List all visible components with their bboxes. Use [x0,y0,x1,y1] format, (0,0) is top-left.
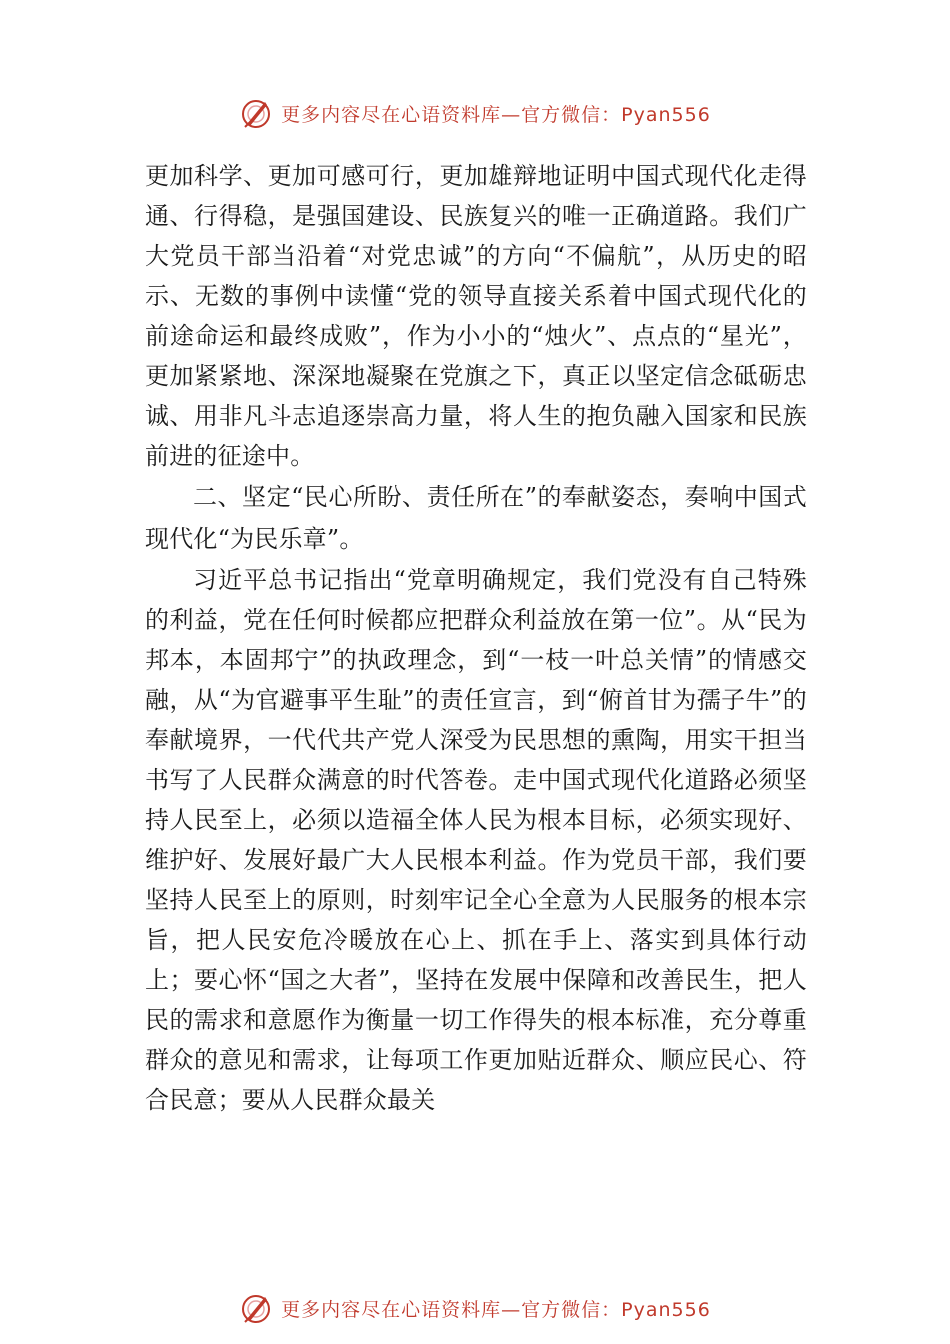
document-body [145,156,807,1120]
section-heading-2: 二、坚定“民心所盼、责任所在”的奉献姿态，奏响中国式现代化“为民乐章”。 [145,483,807,553]
quill-seal-icon [239,96,273,130]
quill-seal-icon [239,1291,273,1325]
watermark-text: 更多内容尽在心语资料库—官方微信：Pyan556 [281,103,711,126]
paragraph-1: 更加科学、更加可感可行，更加雄辩地证明中国式现代化走得通、行得稳，是强国建设、民族复兴的唯一正确道路。我们广大党员干部当沿着“对党忠诚”的方向“不偏航”，从历史的昭示、无数的事例中读懂“党的领导直接关系着中国式现代化的前途命运和最终成败”，作为小小的“烛火”、点点的“星光”，更加紧紧地、深深地凝聚在党旗之下，真正以坚定信念砥砺忠诚、用非凡斗志追逐崇高力量，将人生的抱负融入国家和民族前进的征途中。 [145,162,807,470]
watermark-wechat-id: Pyan556 [621,103,711,126]
footer-watermark [0,1288,950,1328]
paragraph-3: 习近平总书记指出“党章明确规定，我们党没有自己特殊的利益，党在任何时候都应把群众利益放在第一位”。从“民为邦本，本固邦宁”的执政理念，到“一枝一叶总关情”的情感交融，从“为官避事平生耻”的责任宣言，到“俯首甘为孺子牛”的奉献境界，一代代共产党人深受为民思想的熏陶，用实干担当书写了人民群众满意的时代答卷。走中国式现代化道路必须坚持人民至上，必须以造福全体人民为根本目标，必须实现好、维护好、发展好最广大人民根本利益。作为党员干部，我们要坚持人民至上的原则，时刻牢记全心全意为人民服务的根本宗旨，把人民安危冷暖放在心上、抓在手上、落实到具体行动上；要心怀“国之大者”，坚持在发展中保障和改善民生，把人民的需求和意愿作为衡量一切工作得失的根本标准，充分尊重群众的意见和需求，让每项工作更加贴近群众、顺应民心、符合民意；要从人民群众最关 [145,566,807,1114]
watermark-text: 更多内容尽在心语资料库—官方微信：Pyan556 [281,1298,711,1321]
watermark-wechat-id: Pyan556 [621,1298,711,1321]
header-watermark [0,93,950,133]
